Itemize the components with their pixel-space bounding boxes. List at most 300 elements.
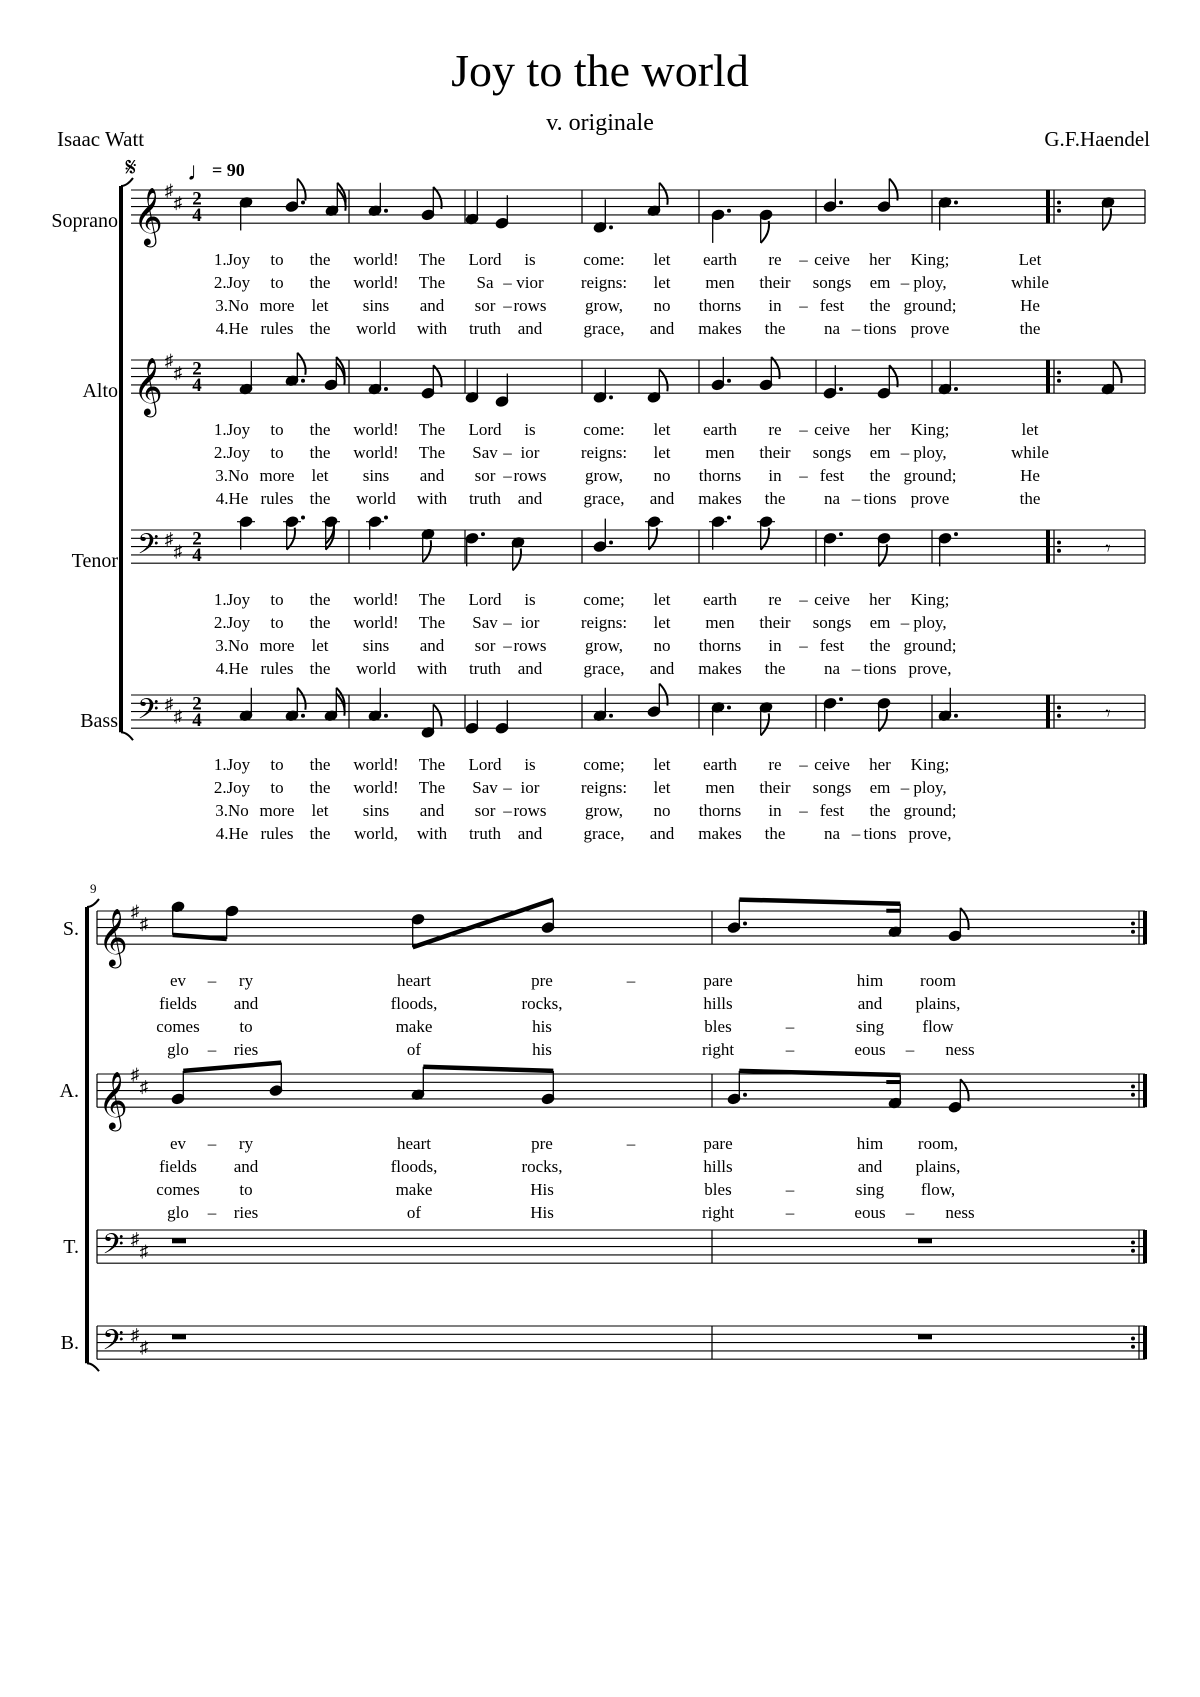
- augmentation-dot: [839, 697, 843, 701]
- lyric-syllable: His: [530, 1180, 554, 1200]
- lyric-syllable: –: [799, 590, 808, 610]
- lyric-syllable: Lord: [468, 755, 502, 775]
- lyric-syllable: The: [418, 443, 446, 463]
- staff-name-soprano: Soprano: [51, 210, 118, 232]
- lyric-syllable: ev: [169, 1134, 187, 1154]
- lyric-syllable: more: [259, 801, 295, 821]
- time-signature-top: 2: [192, 693, 202, 715]
- sharp-accidental-icon: ♯: [130, 1325, 140, 1345]
- lyric-syllable: –: [503, 443, 512, 463]
- lyric-syllable: grow,: [584, 801, 624, 821]
- score-title: Joy to the world: [451, 45, 749, 96]
- lyric-syllable: fields: [159, 994, 197, 1014]
- lyric-syllable: 4.He: [215, 824, 249, 844]
- lyric-syllable: bles: [704, 1180, 732, 1200]
- lyric-syllable: and: [857, 994, 883, 1014]
- note-flag: [659, 183, 667, 205]
- lyric-syllable: fields: [159, 1157, 197, 1177]
- composer-credit: G.F.Haendel: [1044, 127, 1150, 151]
- lyric-syllable: let: [653, 443, 671, 463]
- lyric-syllable: flow: [922, 1017, 954, 1037]
- lyric-syllable: –: [503, 296, 512, 316]
- lyric-syllable: makes: [698, 489, 742, 509]
- lyric-syllable: the: [309, 420, 331, 440]
- note-flag: [297, 353, 305, 375]
- lyric-verse-1: [214, 590, 950, 609]
- sharp-accidental-icon: ♯: [173, 193, 183, 213]
- lyric-syllable: and: [649, 489, 675, 509]
- lyric-syllable: thorns: [698, 801, 742, 821]
- sharp-accidental-icon: ♯: [173, 541, 183, 561]
- note-beam: [413, 900, 554, 948]
- lyric-syllable: –: [503, 801, 512, 821]
- sharp-accidental-icon: ♯: [130, 1229, 140, 1249]
- tempo-note-icon: ♩: [187, 157, 213, 186]
- lyric-syllable: ploy,: [913, 778, 947, 798]
- sharp-accidental-icon: ♯: [164, 694, 174, 714]
- whole-rest-icon: [918, 1238, 932, 1243]
- lyric-syllable: thorns: [698, 636, 742, 656]
- augmentation-dot: [954, 387, 958, 391]
- lyric-syllable: Sa: [476, 273, 494, 293]
- lyric-syllable: ceive: [814, 250, 850, 270]
- lyric-syllable: reigns:: [580, 613, 628, 633]
- lyric-syllable: let: [311, 466, 329, 486]
- lyric-verse-4: [167, 1040, 975, 1059]
- lyric-syllable: the: [869, 801, 891, 821]
- lyric-syllable: –: [851, 319, 861, 339]
- staff-name-short: B.: [60, 1332, 79, 1354]
- note-beam: [183, 1063, 281, 1071]
- repeat-end-barline-dot: [1131, 1240, 1135, 1244]
- lyric-syllable: ground;: [903, 801, 957, 821]
- lyric-verse-3: [215, 636, 956, 655]
- augmentation-dot: [727, 516, 731, 520]
- lyric-syllable: Lord: [468, 590, 502, 610]
- lyric-syllable: –: [785, 1040, 795, 1060]
- lyric-syllable: plains,: [915, 1157, 961, 1177]
- augmentation-dot: [301, 714, 305, 718]
- lyric-syllable: and: [649, 824, 675, 844]
- lyric-syllable: let: [311, 801, 329, 821]
- lyric-syllable: rows: [513, 801, 547, 821]
- augmentation-dot: [839, 387, 843, 391]
- lyric-syllable: 4.He: [215, 489, 249, 509]
- lyric-syllable: ry: [238, 971, 254, 991]
- repeat-end-barline-dot: [1131, 930, 1135, 934]
- lyric-syllable: reigns:: [580, 273, 628, 293]
- lyric-syllable: and: [419, 466, 445, 486]
- lyric-syllable: –: [900, 273, 910, 293]
- lyric-syllable: while: [1011, 273, 1049, 293]
- lyric-syllable: her: [869, 590, 891, 610]
- lyric-syllable: world!: [353, 755, 399, 775]
- lyric-syllable: bles: [704, 1017, 732, 1037]
- lyric-syllable: re: [768, 755, 782, 775]
- lyric-syllable: fest: [819, 801, 845, 821]
- lyric-syllable: her: [869, 420, 891, 440]
- score-subtitle: v. originale: [546, 110, 654, 136]
- lyric-syllable: his: [532, 1017, 552, 1037]
- lyric-syllable: to: [270, 250, 284, 270]
- augmentation-dot: [609, 714, 613, 718]
- lyric-syllable: world!: [353, 420, 399, 440]
- lyric-syllable: Lord: [468, 250, 502, 270]
- lyric-syllable: –: [851, 824, 861, 844]
- lyric-syllable: to: [270, 590, 284, 610]
- augmentation-dot: [727, 379, 731, 383]
- lyric-syllable: ry: [238, 1134, 254, 1154]
- lyric-syllable: –: [207, 1203, 217, 1223]
- lyric-verse-2: [214, 273, 1049, 292]
- sharp-accidental-icon: ♯: [139, 1337, 149, 1357]
- lyric-syllable: the: [309, 755, 331, 775]
- lyric-verse-2: [159, 994, 960, 1013]
- lyric-syllable: tions: [863, 319, 897, 339]
- sharp-accidental-icon: ♯: [130, 1065, 140, 1084]
- lyric-syllable: grow,: [584, 466, 624, 486]
- lyric-syllable: hills: [703, 994, 733, 1014]
- lyric-syllable: the: [309, 590, 331, 610]
- treble-clef-icon: 𝄞: [98, 1072, 128, 1129]
- lyric-syllable: the: [309, 443, 331, 463]
- lyric-syllable: ground;: [903, 636, 957, 656]
- augmentation-dot: [301, 379, 305, 383]
- lyric-syllable: em: [869, 273, 891, 293]
- eighth-rest-icon: 𝄾: [1105, 702, 1111, 725]
- lyric-syllable: let: [311, 636, 329, 656]
- lyric-syllable: to: [270, 420, 284, 440]
- lyric-syllable: vior: [516, 273, 544, 293]
- lyric-syllable: –: [207, 1134, 217, 1154]
- lyric-syllable: grow,: [584, 296, 624, 316]
- lyric-syllable: prove,: [908, 824, 952, 844]
- lyric-syllable: his: [532, 1040, 552, 1060]
- lyric-syllable: The: [418, 613, 446, 633]
- lyric-syllable: 1.Joy: [213, 250, 251, 270]
- lyric-syllable: make: [395, 1017, 433, 1037]
- lyric-syllable: the: [764, 489, 786, 509]
- lyric-syllable: tions: [863, 824, 897, 844]
- lyric-syllable: glo: [167, 1040, 189, 1060]
- time-signature-top: 2: [192, 358, 202, 380]
- lyric-syllable: 4.He: [215, 659, 249, 679]
- lyric-syllable: of: [406, 1040, 422, 1060]
- lyric-syllable: world: [356, 659, 396, 679]
- repeat-end-barline-dot: [1131, 1084, 1135, 1088]
- lyric-syllable: songs: [812, 778, 852, 798]
- lyric-syllable: He: [1020, 466, 1040, 486]
- tempo-marking: = 90: [212, 160, 245, 180]
- augmentation-dot: [481, 532, 485, 536]
- lyric-syllable: –: [900, 778, 910, 798]
- lyric-syllable: songs: [812, 613, 852, 633]
- lyric-syllable: the: [869, 466, 891, 486]
- sharp-accidental-icon: ♯: [173, 706, 183, 726]
- lyric-syllable: more: [259, 466, 295, 486]
- lyric-syllable: –: [905, 1203, 915, 1223]
- sharp-accidental-icon: ♯: [164, 351, 174, 370]
- lyric-syllable: –: [626, 1134, 636, 1154]
- note-flag: [513, 548, 521, 570]
- lyric-syllable: no: [653, 466, 671, 486]
- lyric-syllable: in: [768, 801, 782, 821]
- lyric-syllable: truth: [468, 489, 502, 509]
- lyric-syllable: rows: [513, 636, 547, 656]
- half-rest-icon: [172, 1334, 186, 1339]
- sharp-accidental-icon: ♯: [130, 902, 140, 921]
- note-beam: [423, 1067, 553, 1071]
- staff-name-tenor: Tenor: [71, 550, 118, 572]
- lyric-syllable: ness: [945, 1203, 975, 1223]
- lyric-syllable: comes: [156, 1180, 200, 1200]
- note-flag: [1113, 361, 1121, 383]
- lyric-syllable: men: [705, 273, 735, 293]
- lyric-syllable: floods,: [390, 994, 438, 1014]
- half-rest-icon: [172, 1238, 186, 1243]
- lyric-syllable: 3.No: [215, 801, 249, 821]
- lyric-syllable: glo: [167, 1203, 189, 1223]
- lyric-syllable: come:: [583, 250, 625, 270]
- lyric-syllable: let: [1021, 420, 1039, 440]
- lyric-syllable: ploy,: [913, 273, 947, 293]
- lyric-syllable: Let: [1018, 250, 1042, 270]
- lyric-syllable: Lord: [468, 420, 502, 440]
- augmentation-dot: [609, 395, 613, 399]
- treble-clef-icon: 𝄞: [98, 909, 128, 966]
- lyric-syllable: truth: [468, 659, 502, 679]
- lyric-syllable: with: [416, 824, 448, 844]
- eighth-rest-icon: 𝄾: [1105, 537, 1111, 560]
- lyric-verse-4: [216, 659, 952, 678]
- lyric-syllable: and: [649, 659, 675, 679]
- lyric-syllable: the: [309, 778, 331, 798]
- augmentation-dot: [954, 714, 958, 718]
- augmentation-dot: [727, 705, 731, 709]
- lyric-syllable: ries: [233, 1203, 259, 1223]
- lyric-syllable: na: [823, 659, 841, 679]
- augmentation-dot: [301, 516, 305, 520]
- lyric-syllable: world!: [353, 778, 399, 798]
- lyric-syllable: –: [785, 1180, 795, 1200]
- lyric-syllable: the: [1019, 489, 1041, 509]
- lyric-syllable: King;: [910, 420, 950, 440]
- lyric-syllable: sins: [362, 636, 390, 656]
- lyric-syllable: ploy,: [913, 613, 947, 633]
- lyric-syllable: the: [309, 824, 331, 844]
- lyric-syllable: The: [418, 273, 446, 293]
- lyric-syllable: 4.He: [215, 319, 249, 339]
- lyric-syllable: Sav: [472, 778, 498, 798]
- lyric-syllable: let: [311, 296, 329, 316]
- lyric-syllable: let: [653, 420, 671, 440]
- lyric-syllable: the: [309, 250, 331, 270]
- lyric-syllable: em: [869, 778, 891, 798]
- note-flag: [433, 704, 441, 726]
- lyric-syllable: –: [503, 613, 512, 633]
- lyric-syllable: ceive: [814, 420, 850, 440]
- lyric-syllable: sins: [362, 466, 390, 486]
- lyric-verse-1: [214, 755, 950, 774]
- lyric-syllable: rules: [260, 659, 294, 679]
- lyric-syllable: sor: [474, 466, 496, 486]
- repeat-start-barline-dot: [1057, 714, 1061, 718]
- system-bracket-bottom: [87, 1363, 99, 1371]
- poet-credit: Isaac Watt: [57, 127, 145, 151]
- lyric-syllable: of: [406, 1203, 422, 1223]
- lyric-syllable: His: [530, 1203, 554, 1223]
- lyric-verse-3: [215, 466, 1040, 485]
- system-bracket-bottom: [121, 732, 133, 740]
- lyric-syllable: right: [701, 1040, 735, 1060]
- lyric-syllable: is: [524, 420, 536, 440]
- sharp-accidental-icon: ♯: [139, 1241, 149, 1261]
- lyric-syllable: let: [653, 273, 671, 293]
- bass-clef-icon: 𝄢: [102, 1325, 124, 1363]
- lyric-syllable: floods,: [390, 1157, 438, 1177]
- treble-clef-icon: 𝄞: [133, 188, 163, 245]
- time-signature-bottom: 4: [192, 374, 202, 396]
- lyric-syllable: and: [419, 636, 445, 656]
- lyric-verse-3: [215, 296, 1040, 315]
- lyric-verse-1: [214, 420, 1039, 439]
- system-bracket-top: [87, 899, 99, 907]
- lyric-syllable: truth: [468, 824, 502, 844]
- lyric-syllable: makes: [698, 319, 742, 339]
- lyric-verse-2: [159, 1157, 960, 1176]
- lyric-syllable: The: [418, 755, 446, 775]
- lyric-syllable: let: [653, 613, 671, 633]
- lyric-syllable: grace,: [583, 489, 625, 509]
- lyric-syllable: world: [356, 319, 396, 339]
- lyric-syllable: em: [869, 613, 891, 633]
- lyric-syllable: and: [419, 801, 445, 821]
- lyric-syllable: prove,: [908, 659, 952, 679]
- lyric-syllable: to: [270, 613, 284, 633]
- lyric-syllable: hills: [703, 1157, 733, 1177]
- sharp-accidental-icon: ♯: [173, 363, 183, 383]
- lyric-syllable: her: [869, 755, 891, 775]
- lyric-syllable: with: [416, 489, 448, 509]
- repeat-start-barline-dot: [1057, 549, 1061, 553]
- repeat-end-barline-dot: [1131, 1249, 1135, 1253]
- lyric-syllable: earth: [703, 755, 737, 775]
- lyric-syllable: earth: [703, 590, 737, 610]
- lyric-syllable: him: [856, 971, 884, 991]
- lyric-syllable: him: [856, 1134, 884, 1154]
- lyric-syllable: –: [799, 466, 808, 486]
- note-flag: [423, 540, 431, 562]
- repeat-start-barline-dot: [1057, 370, 1061, 374]
- lyric-syllable: right: [701, 1203, 735, 1223]
- lyric-syllable: na: [823, 319, 841, 339]
- lyric-syllable: tions: [863, 659, 897, 679]
- note-flag: [761, 221, 769, 243]
- lyric-syllable: to: [270, 443, 284, 463]
- lyric-syllable: rules: [260, 319, 294, 339]
- lyric-syllable: the: [1019, 319, 1041, 339]
- lyric-syllable: in: [768, 296, 782, 316]
- lyric-verse-1: [170, 971, 956, 990]
- lyric-syllable: and: [517, 319, 543, 339]
- lyric-syllable: 2.Joy: [213, 443, 251, 463]
- bass-clef-icon: 𝄢: [102, 1229, 124, 1267]
- lyric-syllable: makes: [698, 659, 742, 679]
- repeat-start-barline-dot: [1057, 209, 1061, 213]
- lyric-syllable: is: [524, 755, 536, 775]
- lyric-verse-4: [167, 1203, 975, 1222]
- lyric-syllable: no: [653, 636, 671, 656]
- staff-name-short: T.: [63, 1236, 79, 1258]
- lyric-syllable: King;: [910, 755, 950, 775]
- lyric-syllable: rocks,: [521, 994, 563, 1014]
- repeat-start-barline-dot: [1057, 705, 1061, 709]
- lyric-syllable: rocks,: [521, 1157, 563, 1177]
- lyric-syllable: 2.Joy: [213, 273, 251, 293]
- lyric-syllable: ground;: [903, 296, 957, 316]
- augmentation-dot: [384, 516, 388, 520]
- lyric-syllable: world!: [353, 613, 399, 633]
- sharp-accidental-icon: ♯: [164, 529, 174, 549]
- lyric-syllable: –: [785, 1017, 795, 1037]
- lyric-syllable: –: [799, 755, 808, 775]
- lyric-syllable: sins: [362, 801, 390, 821]
- lyric-syllable: to: [270, 273, 284, 293]
- lyric-syllable: their: [759, 778, 791, 798]
- lyric-syllable: The: [418, 590, 446, 610]
- lyric-syllable: truth: [468, 319, 502, 339]
- lyric-syllable: –: [900, 443, 910, 463]
- augmentation-dot: [839, 200, 843, 204]
- lyric-syllable: ground;: [903, 466, 957, 486]
- time-signature-bottom: 4: [192, 204, 202, 226]
- lyric-syllable: sing: [855, 1017, 885, 1037]
- lyric-syllable: 1.Joy: [213, 590, 251, 610]
- lyric-syllable: ries: [233, 1040, 259, 1060]
- lyric-syllable: ior: [520, 613, 540, 633]
- lyric-verse-4: [216, 489, 1041, 508]
- note-flag: [659, 369, 667, 391]
- staff-name-short: A.: [59, 1080, 79, 1102]
- lyric-syllable: 3.No: [215, 636, 249, 656]
- lyric-syllable: songs: [812, 443, 852, 463]
- treble-clef-icon: 𝄞: [133, 358, 163, 415]
- lyric-syllable: men: [705, 613, 735, 633]
- lyric-syllable: The: [418, 250, 446, 270]
- lyric-syllable: makes: [698, 824, 742, 844]
- bass-clef-icon: 𝄢: [137, 694, 159, 732]
- bass-clef-icon: 𝄢: [137, 529, 159, 567]
- lyric-syllable: pare: [703, 971, 733, 991]
- lyric-verse-3: [156, 1180, 955, 1199]
- lyric-syllable: tions: [863, 489, 897, 509]
- lyric-syllable: ness: [945, 1040, 975, 1060]
- lyric-syllable: –: [900, 613, 910, 633]
- lyric-syllable: in: [768, 636, 782, 656]
- lyric-syllable: ceive: [814, 755, 850, 775]
- lyric-syllable: –: [799, 420, 808, 440]
- lyric-syllable: fest: [819, 296, 845, 316]
- lyric-syllable: world!: [353, 273, 399, 293]
- augmentation-dot: [384, 387, 388, 391]
- lyric-syllable: reigns:: [580, 443, 628, 463]
- lyric-syllable: is: [524, 590, 536, 610]
- lyric-syllable: grace,: [583, 319, 625, 339]
- lyric-syllable: re: [768, 590, 782, 610]
- lyric-syllable: –: [503, 273, 512, 293]
- note-beam: [739, 900, 900, 904]
- lyric-syllable: earth: [703, 420, 737, 440]
